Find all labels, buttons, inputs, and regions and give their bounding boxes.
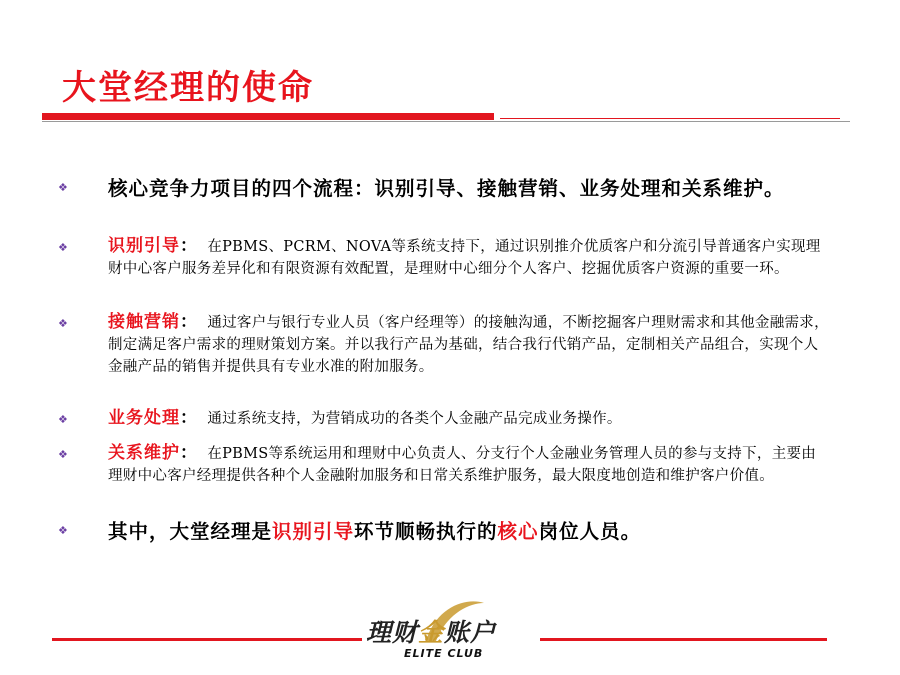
item-body xyxy=(108,407,830,430)
item-colon: ： xyxy=(180,408,198,428)
title-underline-red-thin xyxy=(500,118,840,119)
item-lead-text xyxy=(108,518,830,545)
bullet-diamond-icon: ❖ xyxy=(58,181,68,194)
brand-logo xyxy=(366,597,536,667)
item-colon: ： xyxy=(180,443,198,463)
item-key: 业务处理 xyxy=(108,408,180,428)
item-body-text: 通过客户与银行专业人员（客户经理等）的接触沟通，不断挖掘客户理财需求和其他金融需求，制定满足客户需求的理财策划方案。并以我行产品为基础，结合我行代销产品，定制相关产品组合，实现个人金融产品的销售并提供具有专业水准的附加服务。 xyxy=(108,315,829,375)
bullet-diamond-icon: ❖ xyxy=(58,241,68,254)
item-key: 接触营销 xyxy=(108,312,180,332)
lead-part-highlight: 核心 xyxy=(497,520,539,543)
item-key: 关系维护 xyxy=(108,443,180,463)
slide-title: 大堂经理的使命 xyxy=(62,68,314,108)
item-body xyxy=(108,235,830,280)
logo-text-c: 账户 xyxy=(444,618,497,647)
item-body-text: 通过系统支持，为营销成功的各类个人金融产品完成业务操作。 xyxy=(207,411,622,427)
lead-part: 环节顺畅执行的 xyxy=(354,520,498,543)
logo-text-a: 理财 xyxy=(366,618,419,647)
lead-part: 岗位人员。 xyxy=(538,520,642,543)
item-key: 识别引导 xyxy=(108,236,180,256)
lead-part: 其中，大堂经理是 xyxy=(108,520,273,543)
title-underline-thick xyxy=(42,113,494,120)
item-colon: ： xyxy=(180,236,198,256)
footer-line-right xyxy=(540,638,827,641)
item-body xyxy=(108,311,830,378)
item-body-text: 在PBMS、PCRM、NOVA等系统支持下，通过识别推介优质客户和分流引导普通客户实现理财中心客户服务差异化和有限资源有效配置，是理财中心细分个人客户、挖掘优质客户资源的重要一环。 xyxy=(108,239,821,277)
footer-line-left xyxy=(52,638,362,641)
item-lead-text: 核心竞争力项目的四个流程：识别引导、接触营销、业务处理和关系维护。 xyxy=(108,177,785,200)
title-underline-gray xyxy=(42,121,850,122)
bullet-diamond-icon: ❖ xyxy=(58,524,68,537)
logo-wordmark xyxy=(366,613,496,649)
bullet-diamond-icon: ❖ xyxy=(58,317,68,330)
logo-subtitle: ELITE CLUB xyxy=(404,647,484,660)
item-colon: ： xyxy=(180,312,198,332)
bullet-diamond-icon: ❖ xyxy=(58,448,68,461)
logo-text-gold: 金 xyxy=(418,618,445,647)
item-body xyxy=(108,442,830,487)
lead-part-highlight: 识别引导 xyxy=(272,520,355,543)
bullet-diamond-icon: ❖ xyxy=(58,413,68,426)
item-body-text: 在PBMS等系统运用和理财中心负责人、分支行个人金融业务管理人员的参与支持下，主要由理财中心客户经理提供各种个人金融附加服务和日常关系维护服务，最大限度地创造和维护客户价值。 xyxy=(108,446,817,484)
